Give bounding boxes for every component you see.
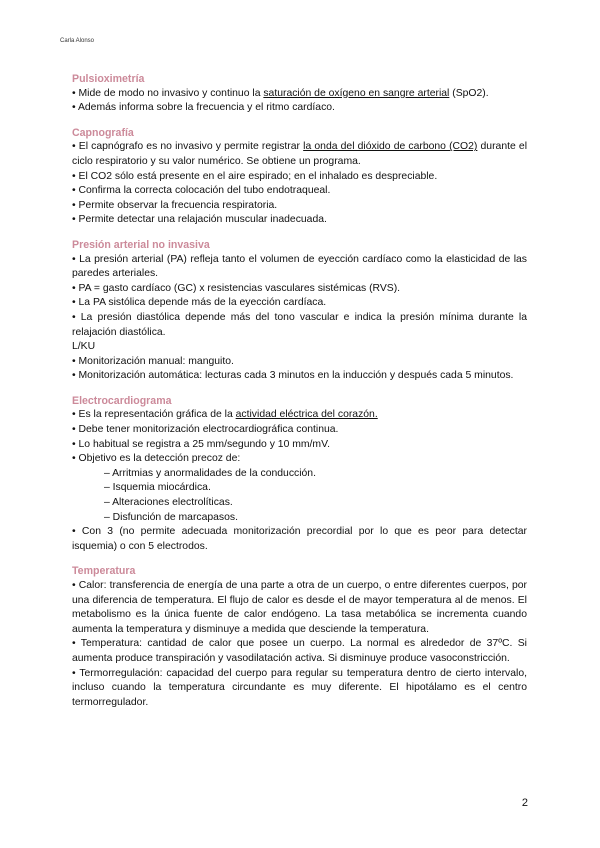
section-heading: Presión arterial no invasiva (72, 238, 210, 251)
paragraph (72, 140, 527, 169)
paragraph (72, 408, 527, 423)
sub-item: – Arritmias y anormalidades de la conducción. (104, 467, 316, 479)
author-name: Carla Alonso (60, 38, 95, 44)
text-run: • Es la representación gráfica de la (72, 409, 236, 421)
underlined-term: saturación de oxígeno en sangre arterial (263, 87, 450, 99)
paragraph: • Calor: transferencia de energía de una parte a otra de un cuerpo, o entre diferentes cuerpos, por una diferencia de temperatura. El flujo de calor es desde el de mayor temperatura al de menos. El metabolismo es la única fuente de calor endógeno. La tasa metabólica se incrementa cuando aumenta la temperatura y disminuye a medida que desciende la temperatura. (72, 580, 527, 635)
section-electrocardiograma (72, 394, 527, 555)
paragraph: • Permite observar la frecuencia respiratoria. (72, 199, 278, 211)
paragraph: • Lo habitual se registra a 25 mm/segundo y 10 mm/mV. (72, 438, 330, 450)
text-run: (SpO2). (449, 87, 489, 99)
text-run: • Mide de modo no invasivo y continuo la (72, 87, 264, 99)
underlined-term: actividad eléctrica del corazón. (235, 409, 378, 421)
section-heading: Pulsioximetría (72, 73, 145, 85)
paragraph: L/KU (72, 341, 96, 353)
sub-item: – Disfunción de marcapasos. (104, 511, 238, 523)
sub-item: – Alteraciones electrolíticas. (104, 497, 233, 509)
paragraph: • Temperatura: cantidad de calor que posee un cuerpo. La normal es alrededor de 37ºC. Si aumenta produce transpiración y vasodilatación activa. Si disminuye produce vasoconstricción. (72, 638, 527, 664)
underlined-term: la onda del dióxido de carbono (CO2) (303, 141, 478, 153)
paragraph: • Confirma la correcta colocación del tubo endotraqueal. (72, 185, 331, 197)
section-capnografia (72, 126, 527, 228)
paragraph: • Debe tener monitorización electrocardiográfica continua. (72, 424, 339, 436)
paragraph (72, 87, 527, 102)
paragraph: • La presión arterial (PA) refleja tanto el volumen de eyección cardíaco como la elasticidad de las paredes arteriales. (72, 253, 527, 280)
paragraph: • Monitorización manual: manguito. (72, 355, 234, 367)
text-run: durante el ciclo respiratorio y su valor numérico. Se obtiene un programa. (72, 141, 527, 167)
paragraph: • La presión diastólica depende más del tono vascular e indica la presión mínima durante la relajación diastólica. (72, 311, 527, 338)
paragraph: • Termorregulación: capacidad del cuerpo para regular su temperatura dentro de cierto intervalo, incluso cuando la temperatura circundante es muy diferente. El hipotálamo es el centro termorregulador. (72, 667, 527, 708)
section-pulsioximetria (72, 72, 527, 116)
paragraph: • Monitorización automática: lecturas cada 3 minutos en la inducción y después cada 5 minutos. (72, 370, 514, 382)
text-run: • El capnógrafo es no invasivo y permite registrar (72, 141, 304, 153)
section-heading: Capnografía (72, 126, 134, 139)
paragraph: • La PA sistólica depende más de la eyección cardíaca. (72, 297, 327, 309)
sub-item: – Isquemia miocárdica. (104, 482, 211, 494)
paragraph: • Permite detectar una relajación muscular inadecuada. (72, 214, 327, 226)
paragraph: • Objetivo es la detección precoz de: (72, 453, 241, 465)
paragraph: • El CO2 sólo está presente en el aire espirado; en el inhalado es despreciable. (72, 170, 438, 182)
section-presion-arterial (72, 238, 527, 384)
section-heading: Temperatura (72, 565, 136, 578)
section-temperatura (72, 564, 527, 710)
page-content (72, 72, 527, 720)
paragraph: • Con 3 (no permite adecuada monitorización precordial por lo que es peor para detectar isquemia) o con 5 electrodos. (72, 526, 527, 552)
paragraph: • Además informa sobre la frecuencia y el ritmo cardíaco. (72, 102, 335, 114)
section-heading: Electrocardiograma (72, 394, 172, 407)
paragraph: • PA = gasto cardíaco (GC) x resistencias vasculares sistémicas (RVS). (72, 282, 401, 294)
page-number: 2 (521, 797, 528, 809)
